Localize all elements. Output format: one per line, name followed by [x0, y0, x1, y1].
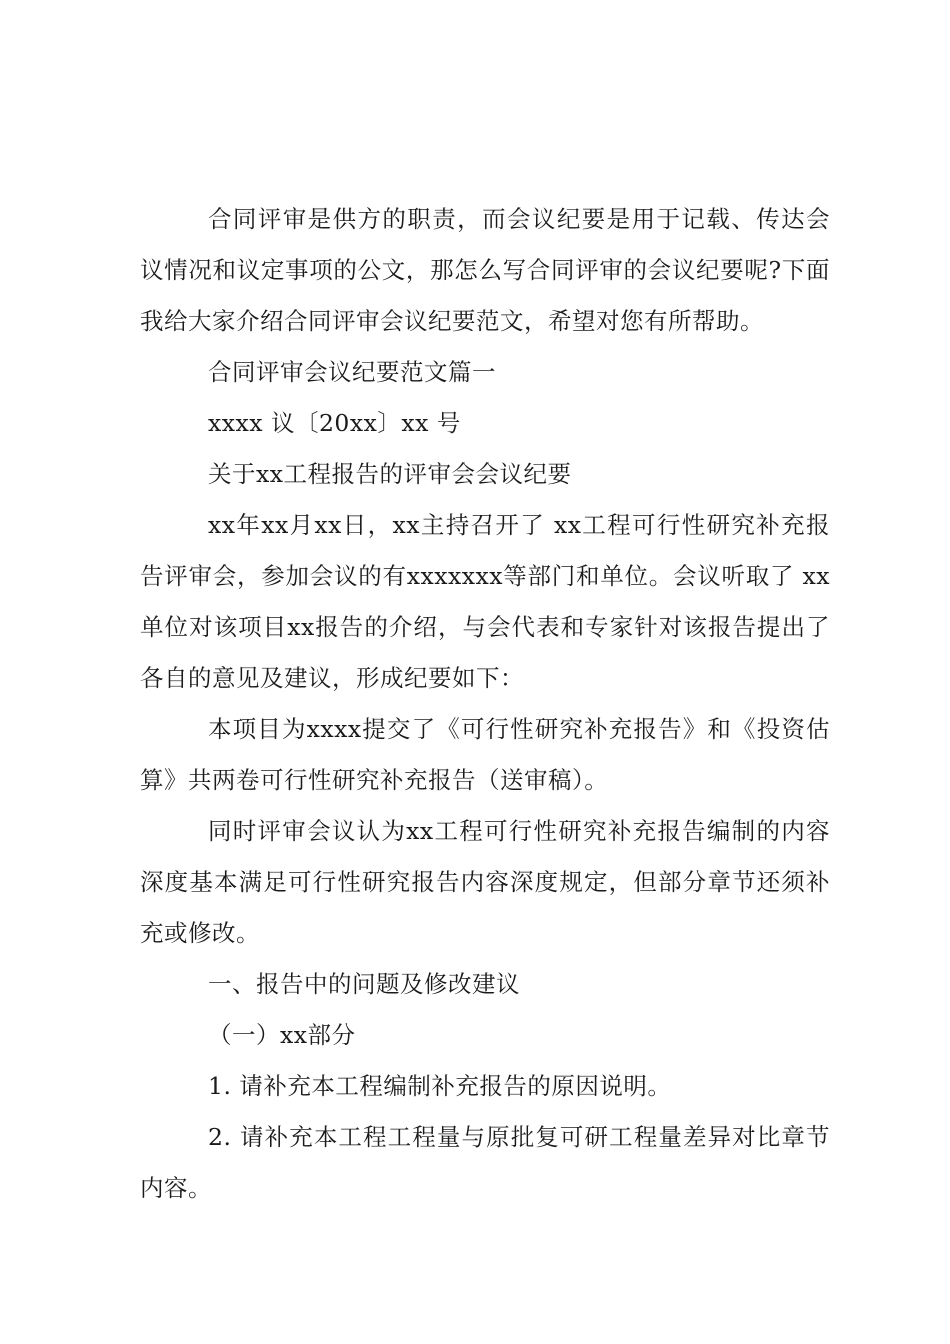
minutes-title: 关于xx工程报告的评审会会议纪要	[208, 460, 572, 488]
submission-paragraph: 本项目为xxxx提交了《可行性研究补充报告》和《投资估算》共两卷可行性研究补充报告（送审稿）。	[140, 715, 830, 794]
list-item: 2. 请补充本工程工程量与原批复可研工程量差异对比章节内容。	[140, 1123, 830, 1202]
meeting-summary-paragraph: xx年xx月xx日，xx主持召开了 xx工程可行性研究补充报告评审会，参加会议的有xxxxxxx等部门和单位。会议听取了 xx单位对该项目xx报告的介绍，与会代表和专家针对该报告提出了各自的意见及建议，形成纪要如下：	[140, 511, 830, 692]
heading-issues: 一、报告中的问题及修改建议	[208, 970, 520, 998]
document-number: xxxx 议〔20xx〕xx 号	[208, 409, 461, 437]
document-body	[140, 194, 830, 1214]
section-title: 合同评审会议纪要范文篇一	[208, 358, 496, 386]
subheading-part: （一）xx部分	[208, 1021, 356, 1049]
list-item: 1. 请补充本工程编制补充报告的原因说明。	[208, 1072, 672, 1100]
review-opinion-paragraph: 同时评审会议认为xx工程可行性研究补充报告编制的内容深度基本满足可行性研究报告内容深度规定，但部分章节还须补充或修改。	[140, 817, 830, 947]
intro-paragraph: 合同评审是供方的职责，而会议纪要是用于记载、传达会议情况和议定事项的公文，那怎么写合同评审的会议纪要呢?下面我给大家介绍合同评审会议纪要范文，希望对您有所帮助。	[140, 205, 830, 335]
